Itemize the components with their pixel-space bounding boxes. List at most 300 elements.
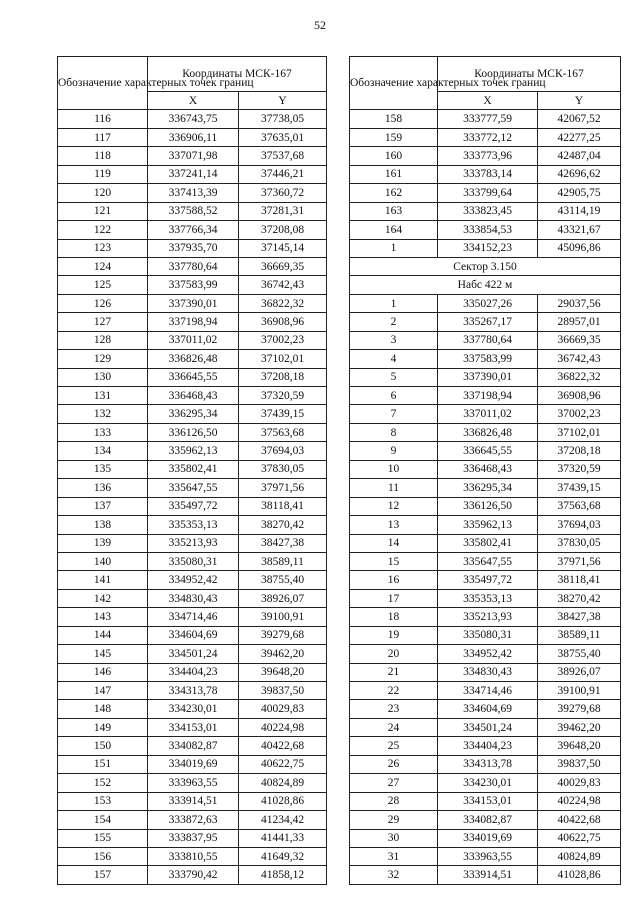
table-row (58, 589, 327, 607)
coord-x: 336295,34 (148, 405, 239, 423)
table-row (58, 257, 327, 275)
coordinates-table-left (57, 56, 327, 885)
coord-x: 337011,02 (438, 405, 538, 423)
coord-y: 39648,20 (239, 663, 327, 681)
table-row (350, 534, 621, 552)
point-id: 13 (350, 516, 438, 534)
point-id: 127 (58, 313, 148, 331)
coord-x: 333963,55 (438, 847, 538, 865)
coord-y: 38926,07 (239, 589, 327, 607)
coord-y: 41234,42 (239, 811, 327, 829)
coord-y: 37446,21 (239, 165, 327, 183)
coord-y: 39462,20 (538, 718, 621, 736)
point-id: 117 (58, 128, 148, 146)
coord-x: 335353,13 (438, 589, 538, 607)
point-id: 146 (58, 663, 148, 681)
header-coordinates: Координаты МСК-167 (438, 57, 621, 92)
point-id: 143 (58, 608, 148, 626)
coord-x: 334501,24 (438, 718, 538, 736)
coord-y: 36908,96 (538, 387, 621, 405)
point-id: 156 (58, 847, 148, 865)
coord-y: 39279,68 (538, 700, 621, 718)
table-row (58, 497, 327, 515)
table-row (350, 552, 621, 570)
coord-y: 38755,40 (538, 645, 621, 663)
point-id: 18 (350, 608, 438, 626)
coord-y: 29037,56 (538, 294, 621, 312)
coord-y: 36742,43 (538, 350, 621, 368)
table-row (350, 571, 621, 589)
coord-y: 38926,07 (538, 663, 621, 681)
coord-x: 335267,17 (438, 313, 538, 331)
table-row (58, 663, 327, 681)
header-x: X (438, 92, 538, 110)
table-row (58, 792, 327, 810)
coord-x: 335213,93 (148, 534, 239, 552)
coord-x: 333799,64 (438, 184, 538, 202)
point-id: 155 (58, 829, 148, 847)
coord-y: 36822,32 (239, 294, 327, 312)
coord-y: 40029,83 (538, 774, 621, 792)
table-row (350, 847, 621, 865)
table-row (350, 128, 621, 146)
table-row (350, 147, 621, 165)
point-id: 163 (350, 202, 438, 220)
coord-x: 334152,23 (438, 239, 538, 257)
coord-x: 333773,96 (438, 147, 538, 165)
point-id: 154 (58, 811, 148, 829)
coord-y: 40622,75 (239, 755, 327, 773)
coord-y: 37102,01 (538, 423, 621, 441)
header-y: Y (239, 92, 327, 110)
header-y: Y (538, 92, 621, 110)
coord-y: 36669,35 (239, 257, 327, 275)
point-id: 6 (350, 387, 438, 405)
coord-x: 333777,59 (438, 110, 538, 128)
coord-x: 333837,95 (148, 829, 239, 847)
table-row (350, 700, 621, 718)
coord-y: 37208,18 (239, 368, 327, 386)
point-id: 25 (350, 737, 438, 755)
coord-x: 335353,13 (148, 516, 239, 534)
coord-y: 37971,56 (239, 479, 327, 497)
point-id: 131 (58, 387, 148, 405)
coord-y: 37830,05 (538, 534, 621, 552)
point-id: 149 (58, 718, 148, 736)
coord-y: 36742,43 (239, 276, 327, 294)
table-row (58, 534, 327, 552)
coord-x: 333914,51 (148, 792, 239, 810)
coord-x: 333772,12 (438, 128, 538, 146)
point-id: 9 (350, 442, 438, 460)
table-row (58, 774, 327, 792)
coord-y: 37971,56 (538, 552, 621, 570)
coord-y: 41858,12 (239, 866, 327, 884)
table-row (350, 589, 621, 607)
point-id: 23 (350, 700, 438, 718)
table-row (58, 294, 327, 312)
coord-x: 337413,39 (148, 184, 239, 202)
coord-y: 40622,75 (538, 829, 621, 847)
coord-y: 37694,03 (538, 516, 621, 534)
coord-x: 333790,42 (148, 866, 239, 884)
table-row (58, 239, 327, 257)
point-id: 136 (58, 479, 148, 497)
point-id: 145 (58, 645, 148, 663)
point-id: 162 (350, 184, 438, 202)
coord-x: 334714,46 (148, 608, 239, 626)
coord-x: 334313,78 (148, 682, 239, 700)
point-id: 32 (350, 866, 438, 884)
table-row (350, 165, 621, 183)
point-id: 153 (58, 792, 148, 810)
table-row (58, 608, 327, 626)
table-row (58, 811, 327, 829)
left-table-body (58, 110, 327, 884)
coord-x: 335080,31 (438, 626, 538, 644)
point-id: 135 (58, 460, 148, 478)
coord-x: 333783,14 (438, 165, 538, 183)
header-x: X (148, 92, 239, 110)
point-id: 128 (58, 331, 148, 349)
table-row (350, 110, 621, 128)
coord-y: 39100,91 (538, 682, 621, 700)
coord-y: 37439,15 (239, 405, 327, 423)
point-id: 10 (350, 460, 438, 478)
table-row (350, 368, 621, 386)
coord-x: 333854,53 (438, 221, 538, 239)
coord-x: 336826,48 (438, 423, 538, 441)
coord-x: 336645,55 (438, 442, 538, 460)
coord-x: 334830,43 (148, 589, 239, 607)
point-id: 8 (350, 423, 438, 441)
point-id: 4 (350, 350, 438, 368)
table-row (58, 202, 327, 220)
point-id: 157 (58, 866, 148, 884)
point-id: 124 (58, 257, 148, 275)
table-row (58, 755, 327, 773)
table-row (58, 276, 327, 294)
coord-x: 334604,69 (438, 700, 538, 718)
coord-x: 336468,43 (148, 387, 239, 405)
table-row (350, 682, 621, 700)
coord-y: 37563,68 (239, 423, 327, 441)
coord-x: 337390,01 (438, 368, 538, 386)
coord-x: 334604,69 (148, 626, 239, 644)
coord-x: 336126,50 (148, 423, 239, 441)
table-row (58, 405, 327, 423)
coord-y: 37320,59 (538, 460, 621, 478)
table-row (58, 387, 327, 405)
coord-y: 37208,08 (239, 221, 327, 239)
point-id: 120 (58, 184, 148, 202)
table-row (58, 718, 327, 736)
coord-x: 335647,55 (148, 479, 239, 497)
table-row (58, 368, 327, 386)
coord-y: 40029,83 (239, 700, 327, 718)
table-row (350, 184, 621, 202)
coord-y: 37694,03 (239, 442, 327, 460)
point-id: 2 (350, 313, 438, 331)
point-id: 7 (350, 405, 438, 423)
coord-y: 36908,96 (239, 313, 327, 331)
coord-y: 40224,98 (239, 718, 327, 736)
coord-x: 334714,46 (438, 682, 538, 700)
table-row (350, 755, 621, 773)
table-row (350, 202, 621, 220)
coord-x: 333823,45 (438, 202, 538, 220)
table-row (58, 442, 327, 460)
table-row (350, 737, 621, 755)
table-row (350, 239, 621, 257)
point-id: 159 (350, 128, 438, 146)
coord-x: 334153,01 (148, 718, 239, 736)
coord-y: 39100,91 (239, 608, 327, 626)
table-row (58, 700, 327, 718)
table-row (58, 682, 327, 700)
coord-y: 36669,35 (538, 331, 621, 349)
coord-x: 334153,01 (438, 792, 538, 810)
table-row (58, 866, 327, 884)
point-id: 24 (350, 718, 438, 736)
coord-y: 37002,23 (538, 405, 621, 423)
coord-y: 38427,38 (239, 534, 327, 552)
coord-x: 336826,48 (148, 350, 239, 368)
coord-x: 335802,41 (148, 460, 239, 478)
point-id: 14 (350, 534, 438, 552)
table-row (350, 387, 621, 405)
coord-y: 41649,32 (239, 847, 327, 865)
coordinates-table-right (349, 56, 621, 885)
point-id: 134 (58, 442, 148, 460)
coord-x: 337588,52 (148, 202, 239, 220)
point-id: 129 (58, 350, 148, 368)
table-row (350, 479, 621, 497)
coord-y: 39648,20 (538, 737, 621, 755)
point-id: 21 (350, 663, 438, 681)
table-row (58, 165, 327, 183)
point-id: 152 (58, 774, 148, 792)
coord-x: 335027,26 (438, 294, 538, 312)
coord-x: 333872,63 (148, 811, 239, 829)
coord-x: 335962,13 (438, 516, 538, 534)
coord-x: 334952,42 (148, 571, 239, 589)
coord-x: 335802,41 (438, 534, 538, 552)
point-id: 130 (58, 368, 148, 386)
coord-x: 334313,78 (438, 755, 538, 773)
coord-y: 43321,67 (538, 221, 621, 239)
coord-x: 337583,99 (438, 350, 538, 368)
point-id: 160 (350, 147, 438, 165)
point-id: 17 (350, 589, 438, 607)
section-title-row (350, 257, 621, 275)
coord-y: 40422,68 (239, 737, 327, 755)
coord-x: 337390,01 (148, 294, 239, 312)
coord-y: 40224,98 (538, 792, 621, 810)
header-coordinates: Координаты МСК-167 (148, 57, 327, 92)
point-id: 118 (58, 147, 148, 165)
point-id: 151 (58, 755, 148, 773)
coord-y: 39462,20 (239, 645, 327, 663)
coord-y: 40824,89 (538, 847, 621, 865)
table-row (350, 221, 621, 239)
coord-x: 334082,87 (438, 811, 538, 829)
table-row (350, 442, 621, 460)
point-id: 137 (58, 497, 148, 515)
table-row (58, 552, 327, 570)
table-row (350, 460, 621, 478)
coord-x: 335080,31 (148, 552, 239, 570)
point-id: 132 (58, 405, 148, 423)
point-id: 20 (350, 645, 438, 663)
point-id: 144 (58, 626, 148, 644)
right-table-body-b (350, 294, 621, 884)
coord-y: 37635,01 (239, 128, 327, 146)
coord-y: 38270,42 (239, 516, 327, 534)
coord-x: 336295,34 (438, 479, 538, 497)
coord-y: 39837,50 (239, 682, 327, 700)
coord-y: 37830,05 (239, 460, 327, 478)
coord-y: 40422,68 (538, 811, 621, 829)
table-row (58, 571, 327, 589)
coord-y: 45096,86 (538, 239, 621, 257)
table-row (350, 626, 621, 644)
coord-y: 41028,86 (239, 792, 327, 810)
coord-y: 41441,33 (239, 829, 327, 847)
coord-y: 37145,14 (239, 239, 327, 257)
table-row (350, 423, 621, 441)
point-id: 147 (58, 682, 148, 700)
coord-x: 335497,72 (148, 497, 239, 515)
coord-x: 333914,51 (438, 866, 538, 884)
coord-y: 37102,01 (239, 350, 327, 368)
coord-x: 334230,01 (148, 700, 239, 718)
section-title: Сектор 3.150 (350, 257, 621, 275)
coord-y: 37360,72 (239, 184, 327, 202)
header-point-name: Обозначение характерных точек границ (58, 57, 148, 110)
table-row (58, 350, 327, 368)
coord-y: 42067,52 (538, 110, 621, 128)
point-id: 12 (350, 497, 438, 515)
table-row (58, 221, 327, 239)
coord-y: 39279,68 (239, 626, 327, 644)
coord-x: 336906,11 (148, 128, 239, 146)
coord-y: 37320,59 (239, 387, 327, 405)
point-id: 30 (350, 829, 438, 847)
point-id: 22 (350, 682, 438, 700)
coord-x: 336645,55 (148, 368, 239, 386)
coord-x: 334230,01 (438, 774, 538, 792)
table-row (58, 645, 327, 663)
coord-x: 336468,43 (438, 460, 538, 478)
page-number: 52 (314, 18, 326, 32)
table-row (58, 460, 327, 478)
coord-y: 40824,89 (239, 774, 327, 792)
point-id: 3 (350, 331, 438, 349)
table-row (58, 626, 327, 644)
table-row (58, 516, 327, 534)
coord-x: 334019,69 (438, 829, 538, 847)
coord-x: 335213,93 (438, 608, 538, 626)
point-id: 140 (58, 552, 148, 570)
coord-x: 333963,55 (148, 774, 239, 792)
section-block (350, 257, 621, 294)
point-id: 126 (58, 294, 148, 312)
coord-y: 38270,42 (538, 589, 621, 607)
coord-x: 337011,02 (148, 331, 239, 349)
table-row (58, 313, 327, 331)
table-row (58, 128, 327, 146)
table-row (350, 313, 621, 331)
table-row (350, 608, 621, 626)
section-subtitle: Набс 422 м (350, 276, 621, 294)
point-id: 122 (58, 221, 148, 239)
coord-y: 38118,41 (538, 571, 621, 589)
coord-x: 334501,24 (148, 645, 239, 663)
right-table-body-a (350, 110, 621, 258)
point-id: 29 (350, 811, 438, 829)
coord-x: 335497,72 (438, 571, 538, 589)
coord-x: 337198,94 (438, 387, 538, 405)
coord-y: 37281,31 (239, 202, 327, 220)
coord-y: 42905,75 (538, 184, 621, 202)
coord-x: 334082,87 (148, 737, 239, 755)
point-id: 16 (350, 571, 438, 589)
table-row (350, 331, 621, 349)
point-id: 150 (58, 737, 148, 755)
table-row (350, 811, 621, 829)
table-row (350, 350, 621, 368)
section-subtitle-row (350, 276, 621, 294)
table-row (58, 829, 327, 847)
point-id: 158 (350, 110, 438, 128)
coord-y: 38427,38 (538, 608, 621, 626)
coord-x: 337935,70 (148, 239, 239, 257)
table-row (58, 847, 327, 865)
table-row (58, 331, 327, 349)
coord-x: 337241,14 (148, 165, 239, 183)
coord-x: 334830,43 (438, 663, 538, 681)
point-id: 27 (350, 774, 438, 792)
point-id: 19 (350, 626, 438, 644)
coord-y: 37208,18 (538, 442, 621, 460)
coord-y: 43114,19 (538, 202, 621, 220)
table-row (350, 866, 621, 884)
coord-x: 336126,50 (438, 497, 538, 515)
table-row (350, 516, 621, 534)
coord-y: 38755,40 (239, 571, 327, 589)
table-row (350, 792, 621, 810)
point-id: 138 (58, 516, 148, 534)
coord-y: 42277,25 (538, 128, 621, 146)
point-id: 141 (58, 571, 148, 589)
table-row (58, 110, 327, 128)
coord-x: 337780,64 (438, 331, 538, 349)
coord-x: 334019,69 (148, 755, 239, 773)
coord-x: 337780,64 (148, 257, 239, 275)
point-id: 121 (58, 202, 148, 220)
coord-y: 38589,11 (239, 552, 327, 570)
table-row (350, 405, 621, 423)
coord-y: 36822,32 (538, 368, 621, 386)
table-row (58, 479, 327, 497)
table-row (350, 663, 621, 681)
point-id: 5 (350, 368, 438, 386)
point-id: 142 (58, 589, 148, 607)
coord-x: 337583,99 (148, 276, 239, 294)
coord-y: 42487,04 (538, 147, 621, 165)
coord-x: 335962,13 (148, 442, 239, 460)
